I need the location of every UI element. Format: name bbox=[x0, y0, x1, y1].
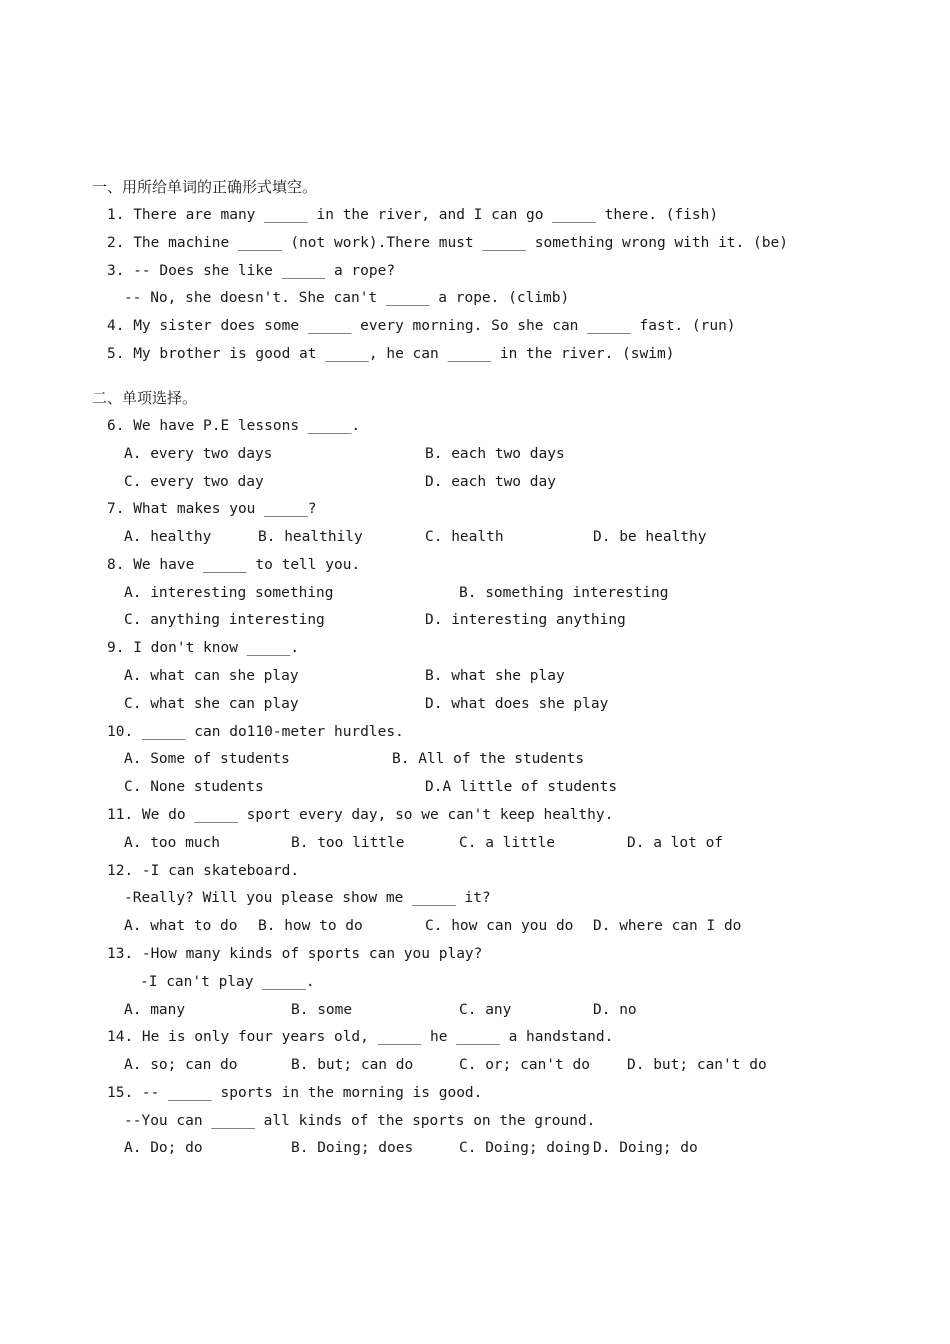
option-a: A. what can she play bbox=[124, 668, 299, 684]
fill-item-2: 2. The machine _____ (not work).There must _____ something wrong with it. (be) bbox=[107, 235, 788, 251]
option-c: C. any bbox=[459, 1002, 512, 1018]
option-c: C. how can you do bbox=[425, 918, 574, 934]
option-d: D. no bbox=[593, 1002, 637, 1018]
option-a: A. every two days bbox=[124, 446, 273, 462]
option-b: B. what she play bbox=[425, 668, 565, 684]
option-a: A. healthy bbox=[124, 529, 212, 545]
option-a: A. too much bbox=[124, 835, 221, 851]
question-stem: 6. We have P.E lessons _____. bbox=[107, 418, 361, 434]
question-stem: 7. What makes you _____? bbox=[107, 501, 317, 517]
option-d: D.A little of students bbox=[425, 779, 618, 795]
question-stem: 11. We do _____ sport every day, so we can't keep healthy. bbox=[107, 807, 614, 823]
option-b: B. Doing; does bbox=[291, 1140, 414, 1156]
question-stem: 10. _____ can do110-meter hurdles. bbox=[107, 724, 404, 740]
question-stem-reply: --You can _____ all kinds of the sports on the ground. bbox=[124, 1113, 596, 1129]
question-stem: 13. -How many kinds of sports can you play? bbox=[107, 946, 483, 962]
fill-item-1: 1. There are many _____ in the river, and I can go _____ there. (fish) bbox=[107, 207, 719, 223]
option-c: C. a little bbox=[459, 835, 556, 851]
question-stem: 9. I don't know _____. bbox=[107, 640, 300, 656]
option-b: B. healthily bbox=[258, 529, 363, 545]
fill-item-4: 4. My sister does some _____ every morning. So she can _____ fast. (run) bbox=[107, 318, 736, 334]
question-stem: 8. We have _____ to tell you. bbox=[107, 557, 361, 573]
option-a: A. Some of students bbox=[124, 751, 290, 767]
option-a: A. interesting something bbox=[124, 585, 334, 601]
section1-heading: 一、用所给单词的正确形式填空。 bbox=[92, 178, 318, 196]
option-d: D. where can I do bbox=[593, 918, 742, 934]
question-stem: 15. -- _____ sports in the morning is good. bbox=[107, 1085, 483, 1101]
option-b: B. each two days bbox=[425, 446, 565, 462]
option-a: A. so; can do bbox=[124, 1057, 238, 1073]
section2-heading: 二、单项选择。 bbox=[92, 389, 198, 407]
option-c: C. None students bbox=[124, 779, 264, 795]
option-d: D. but; can't do bbox=[627, 1057, 767, 1073]
option-c: C. every two day bbox=[124, 474, 264, 490]
option-c: C. what she can play bbox=[124, 696, 299, 712]
option-b: B. All of the students bbox=[392, 751, 585, 767]
option-b: B. how to do bbox=[258, 918, 363, 934]
option-b: B. but; can do bbox=[291, 1057, 414, 1073]
option-c: C. or; can't do bbox=[459, 1057, 590, 1073]
option-b: B. too little bbox=[291, 835, 405, 851]
option-d: D. what does she play bbox=[425, 696, 609, 712]
question-stem-reply: -Really? Will you please show me _____ it? bbox=[124, 890, 491, 906]
fill-item-3-reply: -- No, she doesn't. She can't _____ a rope. (climb) bbox=[124, 290, 570, 306]
option-d: D. a lot of bbox=[627, 835, 724, 851]
option-d: D. Doing; do bbox=[593, 1140, 698, 1156]
question-stem: 14. He is only four years old, _____ he _____ a handstand. bbox=[107, 1029, 614, 1045]
option-c: C. health bbox=[425, 529, 504, 545]
question-stem-reply: -I can't play _____. bbox=[140, 974, 315, 990]
option-d: D. interesting anything bbox=[425, 612, 626, 628]
fill-item-5: 5. My brother is good at _____, he can _____ in the river. (swim) bbox=[107, 346, 675, 362]
question-stem: 12. -I can skateboard. bbox=[107, 863, 300, 879]
option-b: B. some bbox=[291, 1002, 353, 1018]
option-c: C. Doing; doing bbox=[459, 1140, 590, 1156]
option-a: A. what to do bbox=[124, 918, 238, 934]
option-a: A. many bbox=[124, 1002, 186, 1018]
option-c: C. anything interesting bbox=[124, 612, 325, 628]
option-d: D. each two day bbox=[425, 474, 556, 490]
option-b: B. something interesting bbox=[459, 585, 669, 601]
option-a: A. Do; do bbox=[124, 1140, 203, 1156]
option-d: D. be healthy bbox=[593, 529, 707, 545]
fill-item-3: 3. -- Does she like _____ a rope? bbox=[107, 263, 396, 279]
